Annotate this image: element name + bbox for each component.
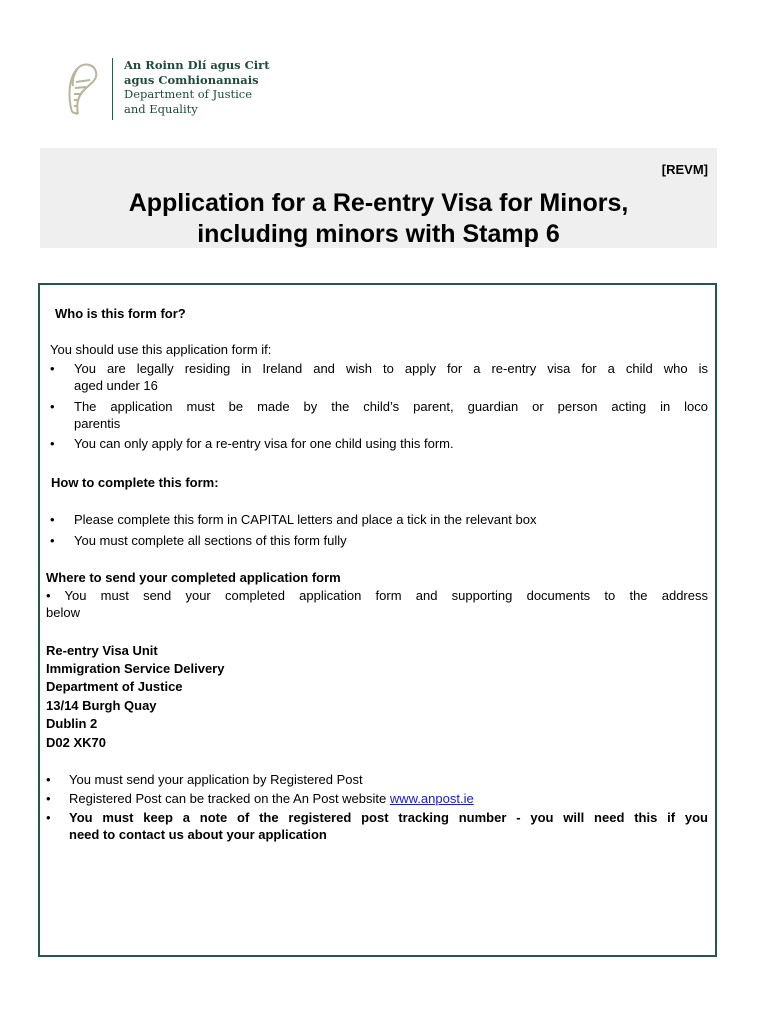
bullet-icon: • (46, 772, 51, 787)
form-reference: [REVM] (661, 162, 708, 177)
post-bullet-2 (69, 790, 474, 807)
bullet-icon: • (46, 810, 51, 825)
bullet-icon: • (50, 399, 55, 414)
who-bullet-3: You can only apply for a re-entry visa for one child using this form. (74, 436, 454, 451)
where-line-2: below (46, 605, 80, 620)
who-bullet-1-line-1: You are legally residing in Ireland and wish to apply for a re-entry visa for a child who is (74, 361, 708, 376)
anpost-website-link[interactable]: www.anpost.ie (389, 791, 474, 806)
post-bullet-1: You must send your application by Registered Post (69, 772, 363, 787)
title-banner (40, 148, 717, 248)
logo-line-irish-1: An Roinn Dlí agus Cirt (124, 58, 270, 72)
how-bullet-2: You must complete all sections of this form fully (74, 533, 347, 548)
department-name (124, 58, 270, 116)
bullet-icon: • (50, 436, 55, 451)
address-line-3: Department of Justice (46, 679, 183, 694)
logo-line-irish-2: agus Comhionannais (124, 72, 259, 87)
how-heading: How to complete this form: (51, 475, 219, 490)
address-line-2: Immigration Service Delivery (46, 661, 225, 676)
bullet-icon: • (50, 361, 55, 376)
instructions-box (38, 283, 717, 957)
logo-divider (112, 58, 113, 120)
address-line-1: Re-entry Visa Unit (46, 643, 158, 658)
where-heading: Where to send your completed application form (46, 570, 341, 585)
who-bullet-2-line-2: parentis (74, 416, 121, 431)
address-line-4: 13/14 Burgh Quay (46, 698, 157, 713)
title-line-1: Application for a Re-entry Visa for Minors, (128, 189, 629, 217)
bullet-icon: • (50, 533, 55, 548)
logo-line-english-1: Department of Justice (124, 87, 253, 101)
title-line-2: including minors with Stamp 6 (197, 220, 560, 248)
who-bullet-1-line-2: aged under 16 (74, 378, 158, 393)
post-bullet-3-line-2: need to contact us about your application (69, 827, 327, 842)
bullet-icon: • (50, 512, 55, 527)
post-bullet-3-line-1: You must keep a note of the registered post tracking number - you will need this if you (69, 810, 708, 825)
who-intro: You should use this application form if: (50, 342, 272, 357)
page-title (40, 188, 717, 250)
post-bullet-2-text: Registered Post can be tracked on the An Post website (69, 791, 387, 806)
who-bullet-2-line-1: The application must be made by the child’s parent, guardian or person acting in loco (74, 399, 708, 414)
bullet-icon: • (46, 791, 51, 806)
harp-icon (64, 60, 100, 118)
address-line-6: D02 XK70 (46, 735, 106, 750)
where-line-1: • You must send your completed application form and supporting documents to the address (46, 588, 708, 603)
logo-line-english-2: and Equality (124, 101, 198, 116)
department-logo (64, 58, 284, 122)
who-heading: Who is this form for? (55, 306, 186, 321)
how-bullet-1: Please complete this form in CAPITAL letters and place a tick in the relevant box (74, 512, 537, 527)
address-line-5: Dublin 2 (46, 716, 98, 731)
